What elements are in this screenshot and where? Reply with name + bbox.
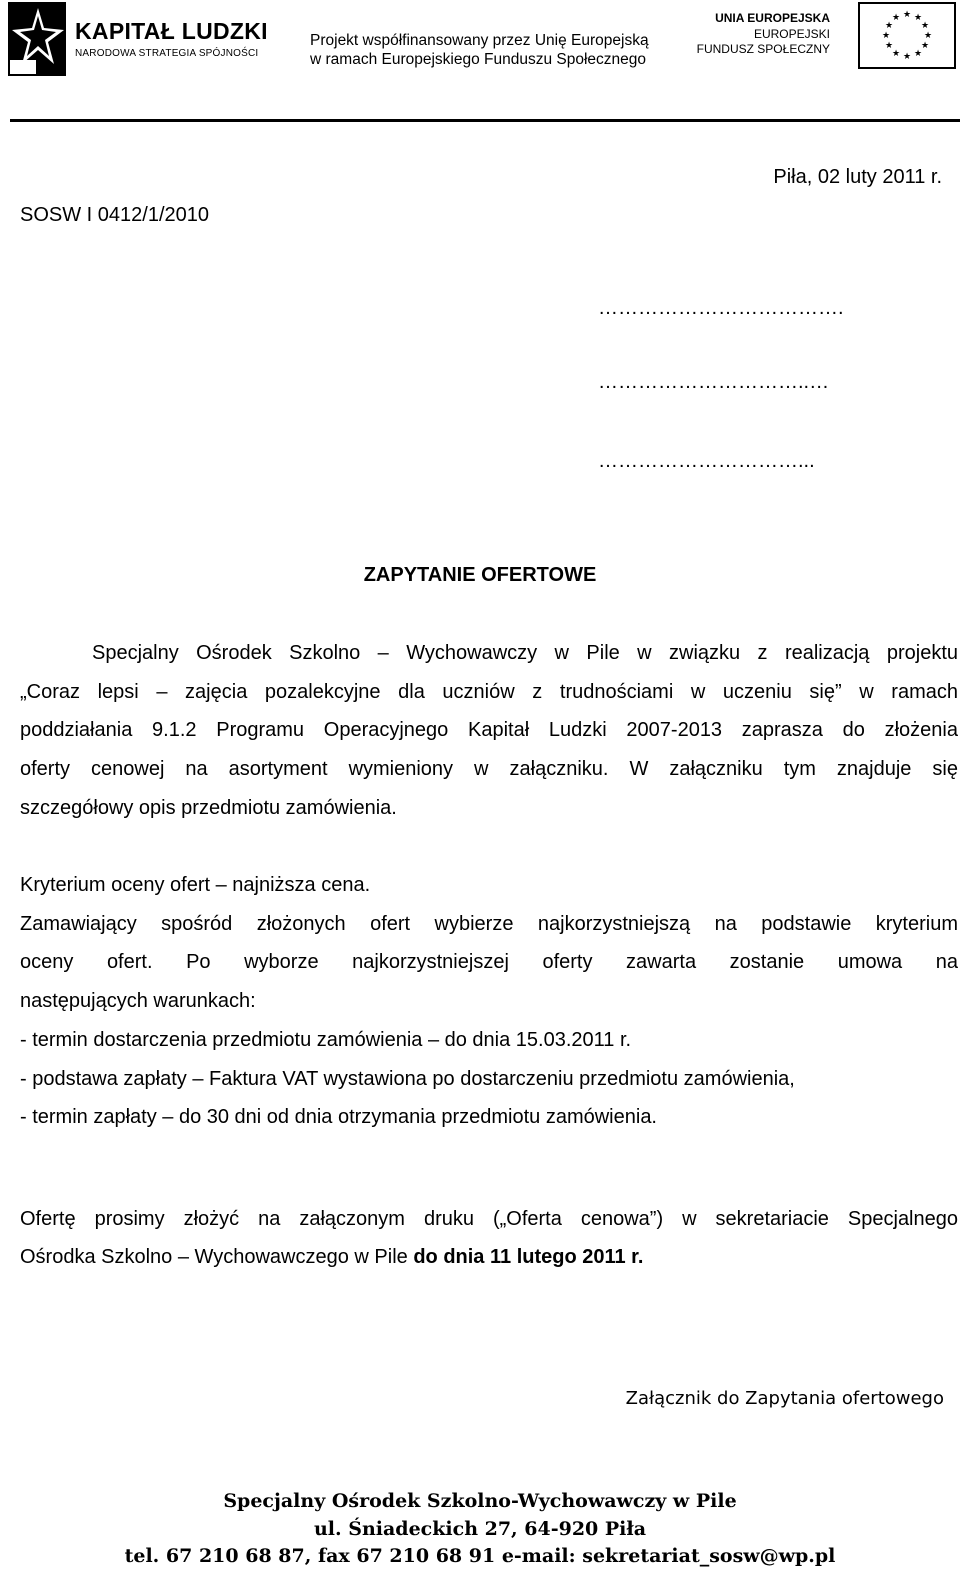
evaluation-criterion: Kryterium oceny ofert – najniższa cena. xyxy=(20,874,371,896)
recipient-line-2: …………………………..… xyxy=(598,371,830,393)
logo-right-line-2: EUROPEJSKI xyxy=(753,27,830,41)
svg-text:★: ★ xyxy=(884,41,894,51)
condition-payment-term: - termin zapłaty – do 30 dni od dnia otrzymania przedmiotu zamówienia. xyxy=(20,1106,657,1128)
submission-line-2-text: Ośrodka Szkolno – Wychowawczego w Pile xyxy=(20,1246,414,1268)
cofinancing-line-2: w ramach Europejskiego Funduszu Społecznego xyxy=(310,51,647,68)
svg-text:★: ★ xyxy=(920,41,930,51)
svg-text:★: ★ xyxy=(920,21,930,31)
submission-deadline: do dnia 11 lutego 2011 r. xyxy=(413,1246,644,1268)
kapital-ludzki-star-icon xyxy=(8,2,70,76)
footer-contact: tel. 67 210 68 87, fax 67 210 68 91 e-mail: sekretariat_sosw@wp.pl xyxy=(124,1545,836,1567)
intro-line-5: szczegółowy opis przedmiotu zamówienia. xyxy=(20,797,397,819)
reference-number: SOSW I 0412/1/2010 xyxy=(20,204,210,226)
recipient-line-1: ………………………………. xyxy=(598,297,844,319)
svg-text:★: ★ xyxy=(923,31,933,41)
intro-line-3: poddziałania 9.1.2 Programu Operacyjnego Kapitał Ludzki 2007-2013 zaprasza do złożenia xyxy=(20,719,958,741)
eu-flag-icon xyxy=(858,2,956,69)
intro-line-1: Specjalny Ośrodek Szkolno – Wychowawczy w Pile w związku z realizacją projektu xyxy=(92,642,958,664)
svg-text:★: ★ xyxy=(881,31,891,41)
footer-institution-name: Specjalny Ośrodek Szkolno-Wychowawczy w Pile xyxy=(223,1490,737,1512)
svg-text:★: ★ xyxy=(902,10,912,20)
intro-line-4: oferty cenowej na asortyment wymieniony w załączniku. W załączniku tym znajduje się xyxy=(20,758,958,780)
svg-text:★: ★ xyxy=(891,49,901,59)
cofinancing-line-1: Projekt współfinansowany przez Unię Europejską xyxy=(310,32,649,49)
svg-text:★: ★ xyxy=(884,21,894,31)
condition-payment-basis: - podstawa zapłaty – Faktura VAT wystawiona po dostarczeniu przedmiotu zamówienia, xyxy=(20,1068,795,1090)
logo-right-line-1: UNIA EUROPEJSKA xyxy=(715,11,830,25)
kapital-ludzki-logo xyxy=(8,2,268,76)
document-title: ZAPYTANIE OFERTOWE xyxy=(363,564,597,586)
recipient-line-3: …………………………... xyxy=(598,450,815,472)
logo-right-line-3: FUNDUSZ SPOŁECZNY xyxy=(696,42,830,56)
svg-text:★: ★ xyxy=(902,52,912,62)
submission-line-1: Ofertę prosimy złożyć na załączonym druku („Oferta cenowa”) w sekretariacie Specjalnego xyxy=(20,1208,958,1230)
logo-left-subtitle: NARODOWA STRATEGIA SPÓJNOŚCI xyxy=(75,48,259,59)
footer-address: ul. Śniadeckich 27, 64-920 Piła xyxy=(313,1518,647,1540)
condition-delivery: - termin dostarczenia przedmiotu zamówienia – do dnia 15.03.2011 r. xyxy=(20,1029,632,1051)
selection-line-1: Zamawiający spośród złożonych ofert wybierze najkorzystniejszą na podstawie kryterium xyxy=(20,913,958,935)
header-divider xyxy=(10,119,960,122)
intro-line-2: „Coraz lepsi – zajęcia pozalekcyjne dla uczniów z trudnościami w uczeniu się” w ramach xyxy=(20,681,958,703)
svg-text:★: ★ xyxy=(891,13,901,23)
selection-line-3: następujących warunkach: xyxy=(20,990,256,1012)
letter-date: Piła, 02 luty 2011 r. xyxy=(773,166,942,188)
svg-text:★: ★ xyxy=(913,13,923,23)
selection-line-2: oceny ofert. Po wyborze najkorzystniejszej oferty zawarta zostanie umowa na xyxy=(20,951,958,973)
svg-text:★: ★ xyxy=(913,49,923,59)
logo-left-title: KAPITAŁ LUDZKI xyxy=(75,18,268,44)
submission-line-2 xyxy=(20,1245,643,1269)
attachment-note: Załącznik do Zapytania ofertowego xyxy=(625,1388,944,1409)
